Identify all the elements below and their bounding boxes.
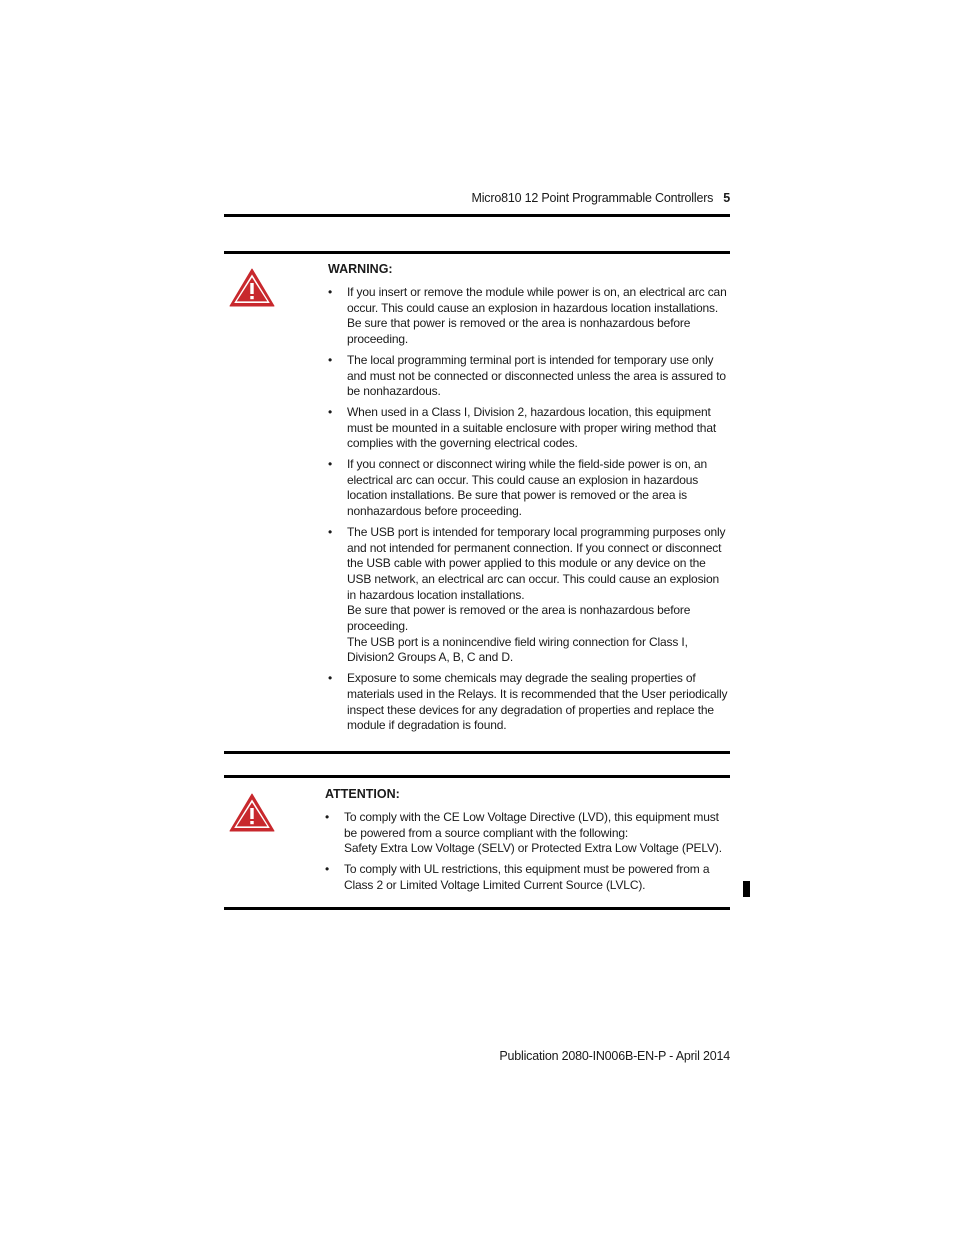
revision-change-bar xyxy=(743,881,750,897)
warning-triangle-icon xyxy=(228,266,276,308)
attention-block xyxy=(325,787,729,899)
header-rule xyxy=(224,214,730,217)
warning-item-5 xyxy=(328,525,728,666)
attention-title: ATTENTION: xyxy=(325,787,400,801)
warning-triangle-icon xyxy=(228,791,276,833)
warning-item-text: Be sure that power is removed or the area is nonhazardous before proceeding. xyxy=(347,603,691,634)
warning-item-text: • The USB port is intended for temporary local programming purposes only and not intended for permanent connection. If you connect or disconnect the USB cable with power applied to this module or any device on the USB network, an electrical arc can occur. This could cause an explosion in hazardous location installations. xyxy=(347,524,726,602)
warning-item-6 xyxy=(328,671,728,734)
warning-item-text: Be sure that power is removed or the area is nonhazardous before proceeding. xyxy=(347,316,691,347)
warning-item-3 xyxy=(328,405,728,452)
warning-title: WARNING: xyxy=(328,262,393,276)
warning-item-text: • When used in a Class I, Division 2, hazardous location, this equipment must be mounted in a suitable enclosure with proper wiring method that complies with the governing electrical codes. xyxy=(347,404,717,451)
attention-item-text: • To comply with UL restrictions, this equipment must be powered from a Class 2 or Limited Voltage Limited Current Source (LVLC). xyxy=(344,862,710,892)
attention-item-text: • To comply with the CE Low Voltage Directive (LVD), this equipment must be powered from a source compliant with the following: xyxy=(344,810,719,840)
attention-list xyxy=(325,810,729,894)
warning-item-text: • If you connect or disconnect wiring while the field-side power is on, an electrical arc can occur. This could cause an explosion in hazardous location installations. Be sure that power is removed or the area is nonhazardous before proceeding. xyxy=(347,457,708,519)
page-number: 5 xyxy=(723,191,730,205)
warning-item-4 xyxy=(328,457,728,520)
header-title: Micro810 12 Point Programmable Controllers xyxy=(471,191,714,205)
attention-bottom-rule xyxy=(224,907,730,910)
warning-item-text: The USB port is a nonincendive field wiring connection for Class I, Division2 Groups A, B, C and D. xyxy=(347,634,688,665)
warning-list xyxy=(328,285,728,734)
warning-item-text: • The local programming terminal port is intended for temporary use only and must not be connected or disconnected unless the area is assured to be nonhazardous. xyxy=(347,352,726,399)
warning-bottom-rule xyxy=(224,751,730,754)
warning-item-2 xyxy=(328,353,728,400)
attention-item-text: Safety Extra Low Voltage (SELV) or Protected Extra Low Voltage (PELV). xyxy=(344,841,722,856)
attention-top-rule xyxy=(224,775,730,778)
publication-footer: Publication 2080-IN006B-EN-P - April 2014 xyxy=(499,1049,730,1063)
warning-top-rule xyxy=(224,251,730,254)
warning-item-text: • Exposure to some chemicals may degrade the sealing properties of materials used in the Relays. It is recommended that the User periodically inspect these devices for any degradation of properties and replace the module if degradation is found. xyxy=(347,671,728,733)
warning-block xyxy=(328,262,728,739)
attention-item-1 xyxy=(325,810,729,857)
warning-item-1 xyxy=(328,285,728,348)
warning-item-text: • If you insert or remove the module while power is on, an electrical arc can occur. This could cause an explosion in hazardous location installations. xyxy=(347,285,727,315)
attention-item-2 xyxy=(325,862,729,893)
running-header xyxy=(224,191,730,205)
